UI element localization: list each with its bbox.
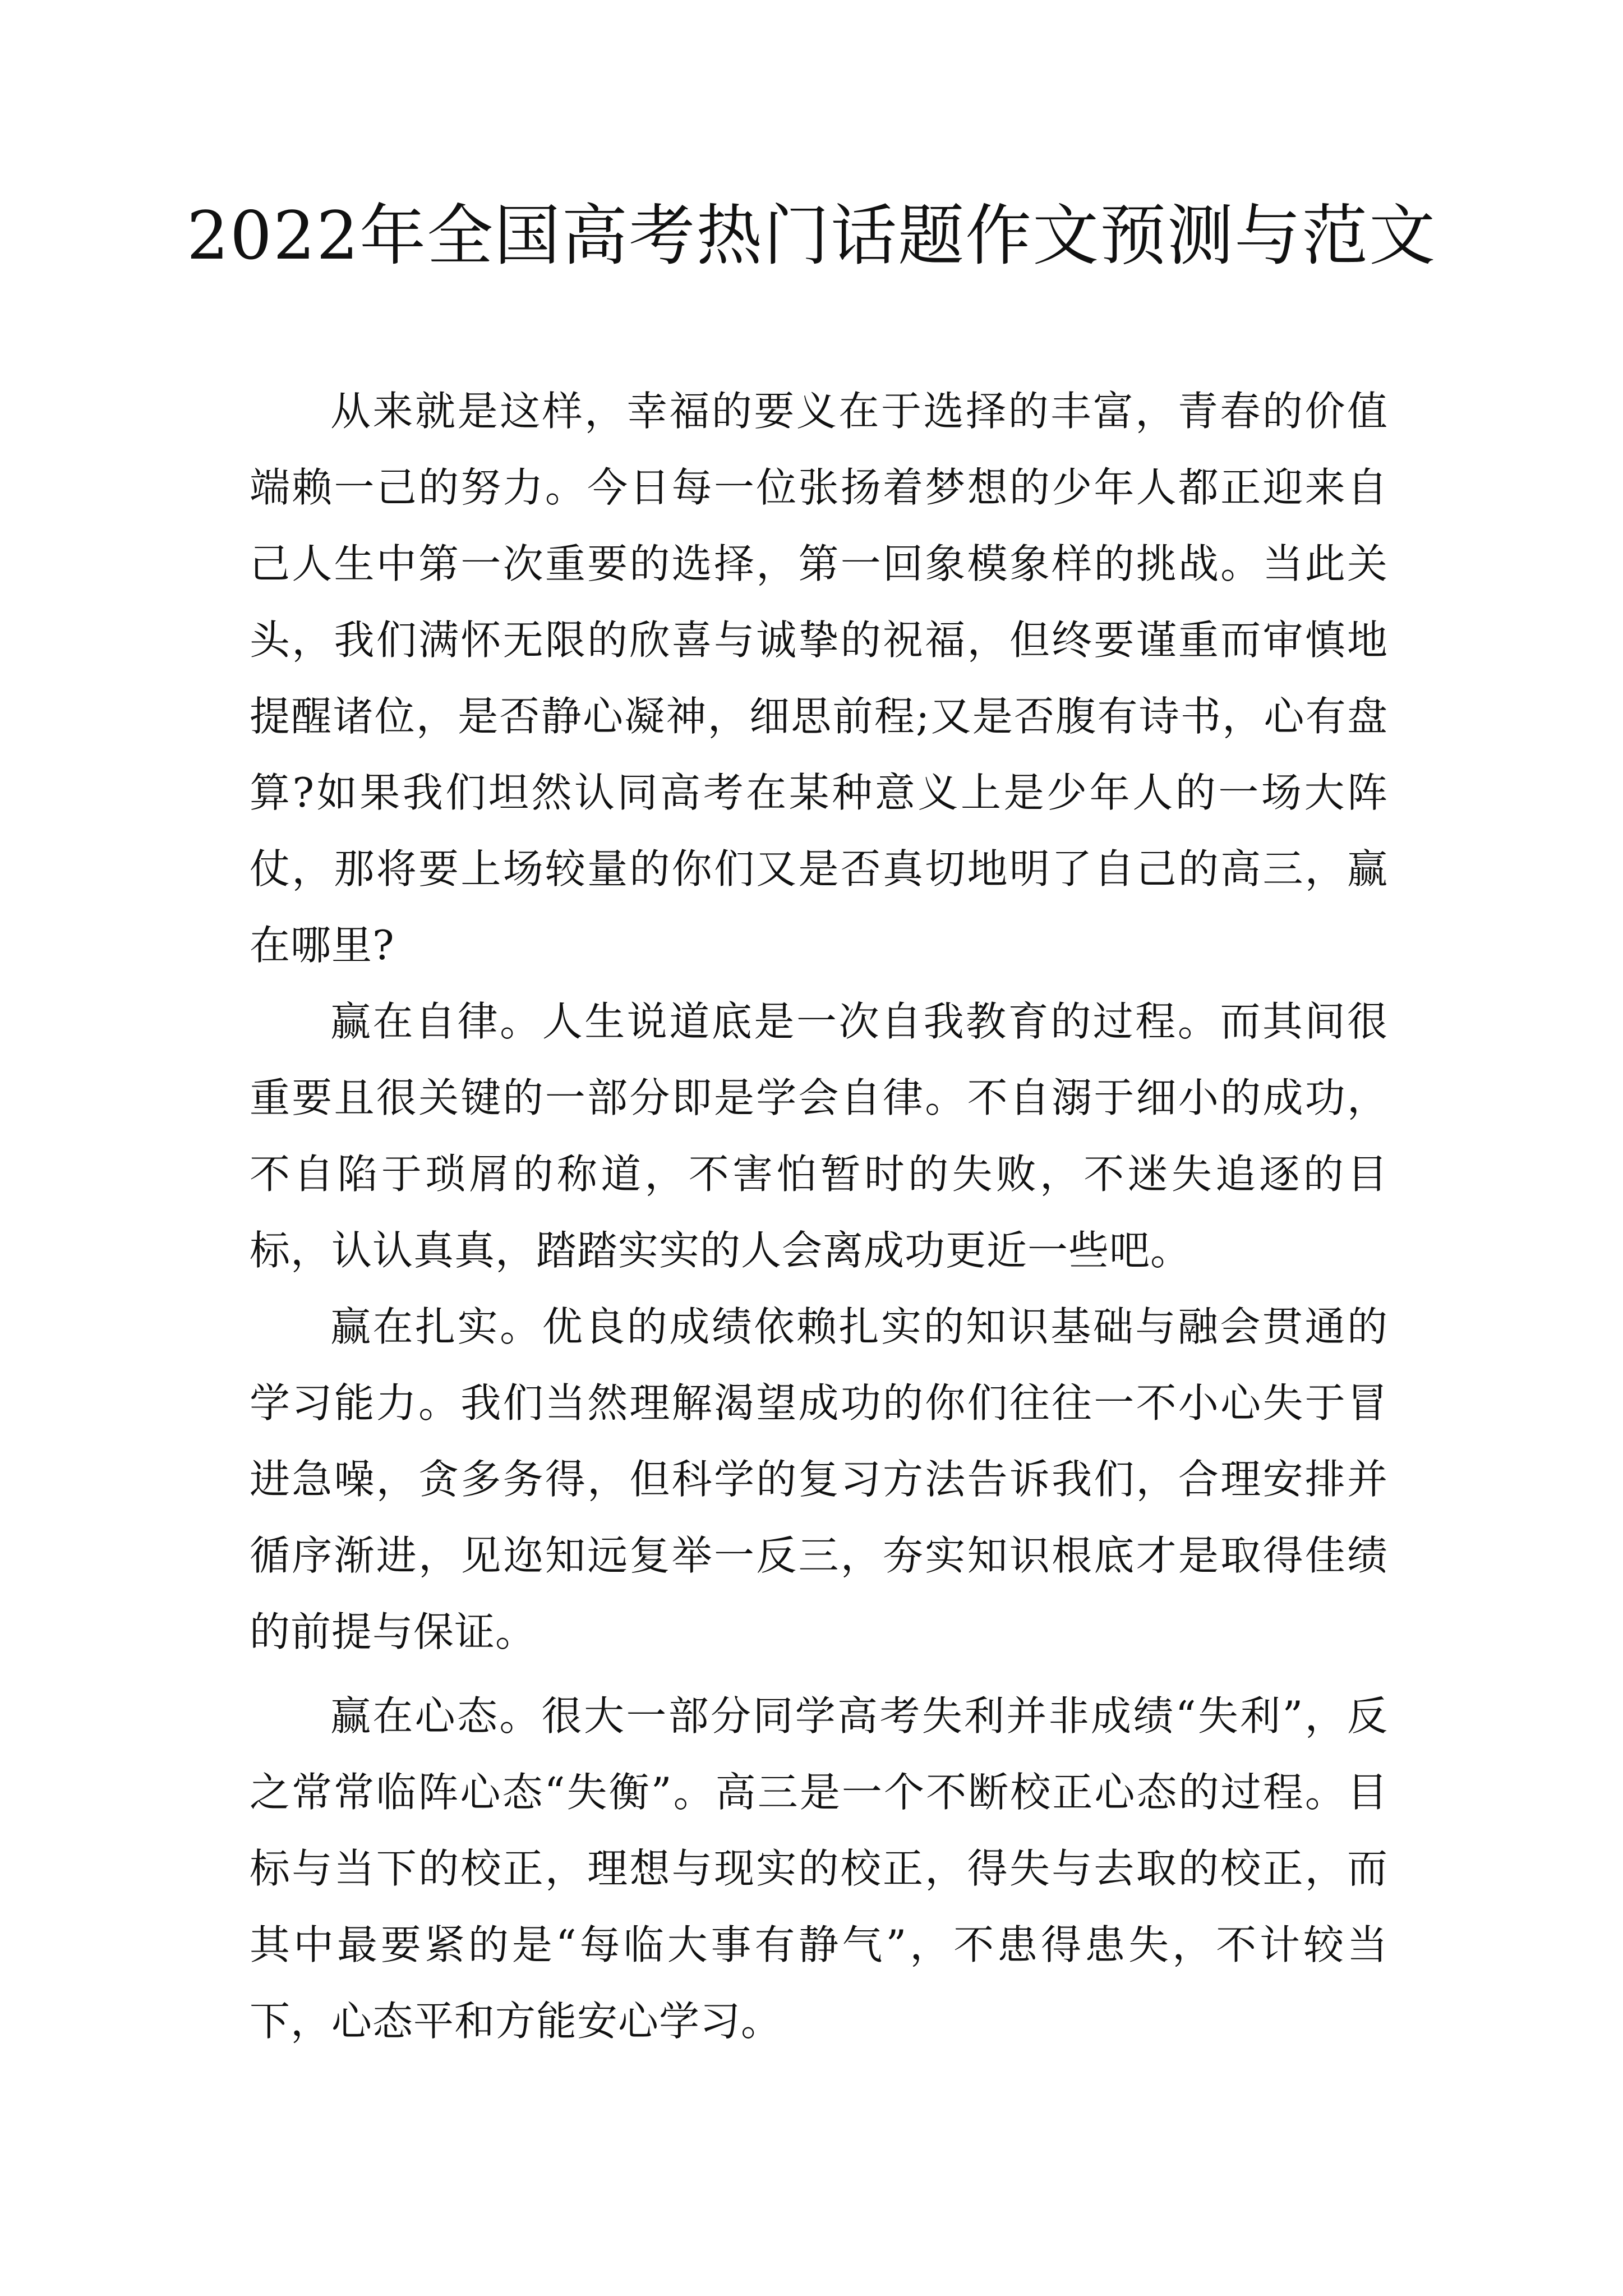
paragraph-solid-foundation: 赢在扎实。优良的成绩依赖扎实的知识基础与融会贯通的学习能力。我们当然理解渴望成功的你们往往一不小心失于冒进急噪，贪多务得，但科学的复习方法告诉我们，合理安排并循序渐进，见迩知远复举一反三，夯实知识根底才是取得佳绩的前提与保证。: [250, 1303, 1388, 1655]
document-body: [250, 373, 1388, 2059]
paragraph-mindset: 赢在心态。很大一部分同学高考失利并非成绩“失利”，反之常常临阵心态“失衡”。高三是一个不断校正心态的过程。目标与当下的校正，理想与现实的校正，得失与去取的校正，而其中最要紧的是“每临大事有静气”，不患得患失，不计较当下，心态平和方能安心学习。: [250, 1692, 1388, 2045]
paragraph-intro: 从来就是这样，幸福的要义在于选择的丰富，青春的价值端赖一己的努力。今日每一位张扬着梦想的少年人都正迎来自己人生中第一次重要的选择，第一回象模象样的挑战。当此关头，我们满怀无限的欣喜与诚挚的祝福，但终要谨重而审慎地提醒诸位，是否静心凝神，细思前程;又是否腹有诗书，心有盘算?如果我们坦然认同高考在某种意义上是少年人的一场大阵仗，那将要上场较量的你们又是否真切地明了自己的高三，赢在哪里?: [250, 388, 1388, 969]
document-title: 2022年全国高考热门话题作文预测与范文: [186, 197, 1437, 274]
paragraph-self-discipline: 赢在自律。人生说道底是一次自我教育的过程。而其间很重要且很关键的一部分即是学会自律。不自溺于细小的成功，不自陷于琐屑的称道，不害怕暂时的失败，不迷失追逐的目标，认认真真，踏踏实实的人会离成功更近一些吧。: [250, 998, 1388, 1274]
